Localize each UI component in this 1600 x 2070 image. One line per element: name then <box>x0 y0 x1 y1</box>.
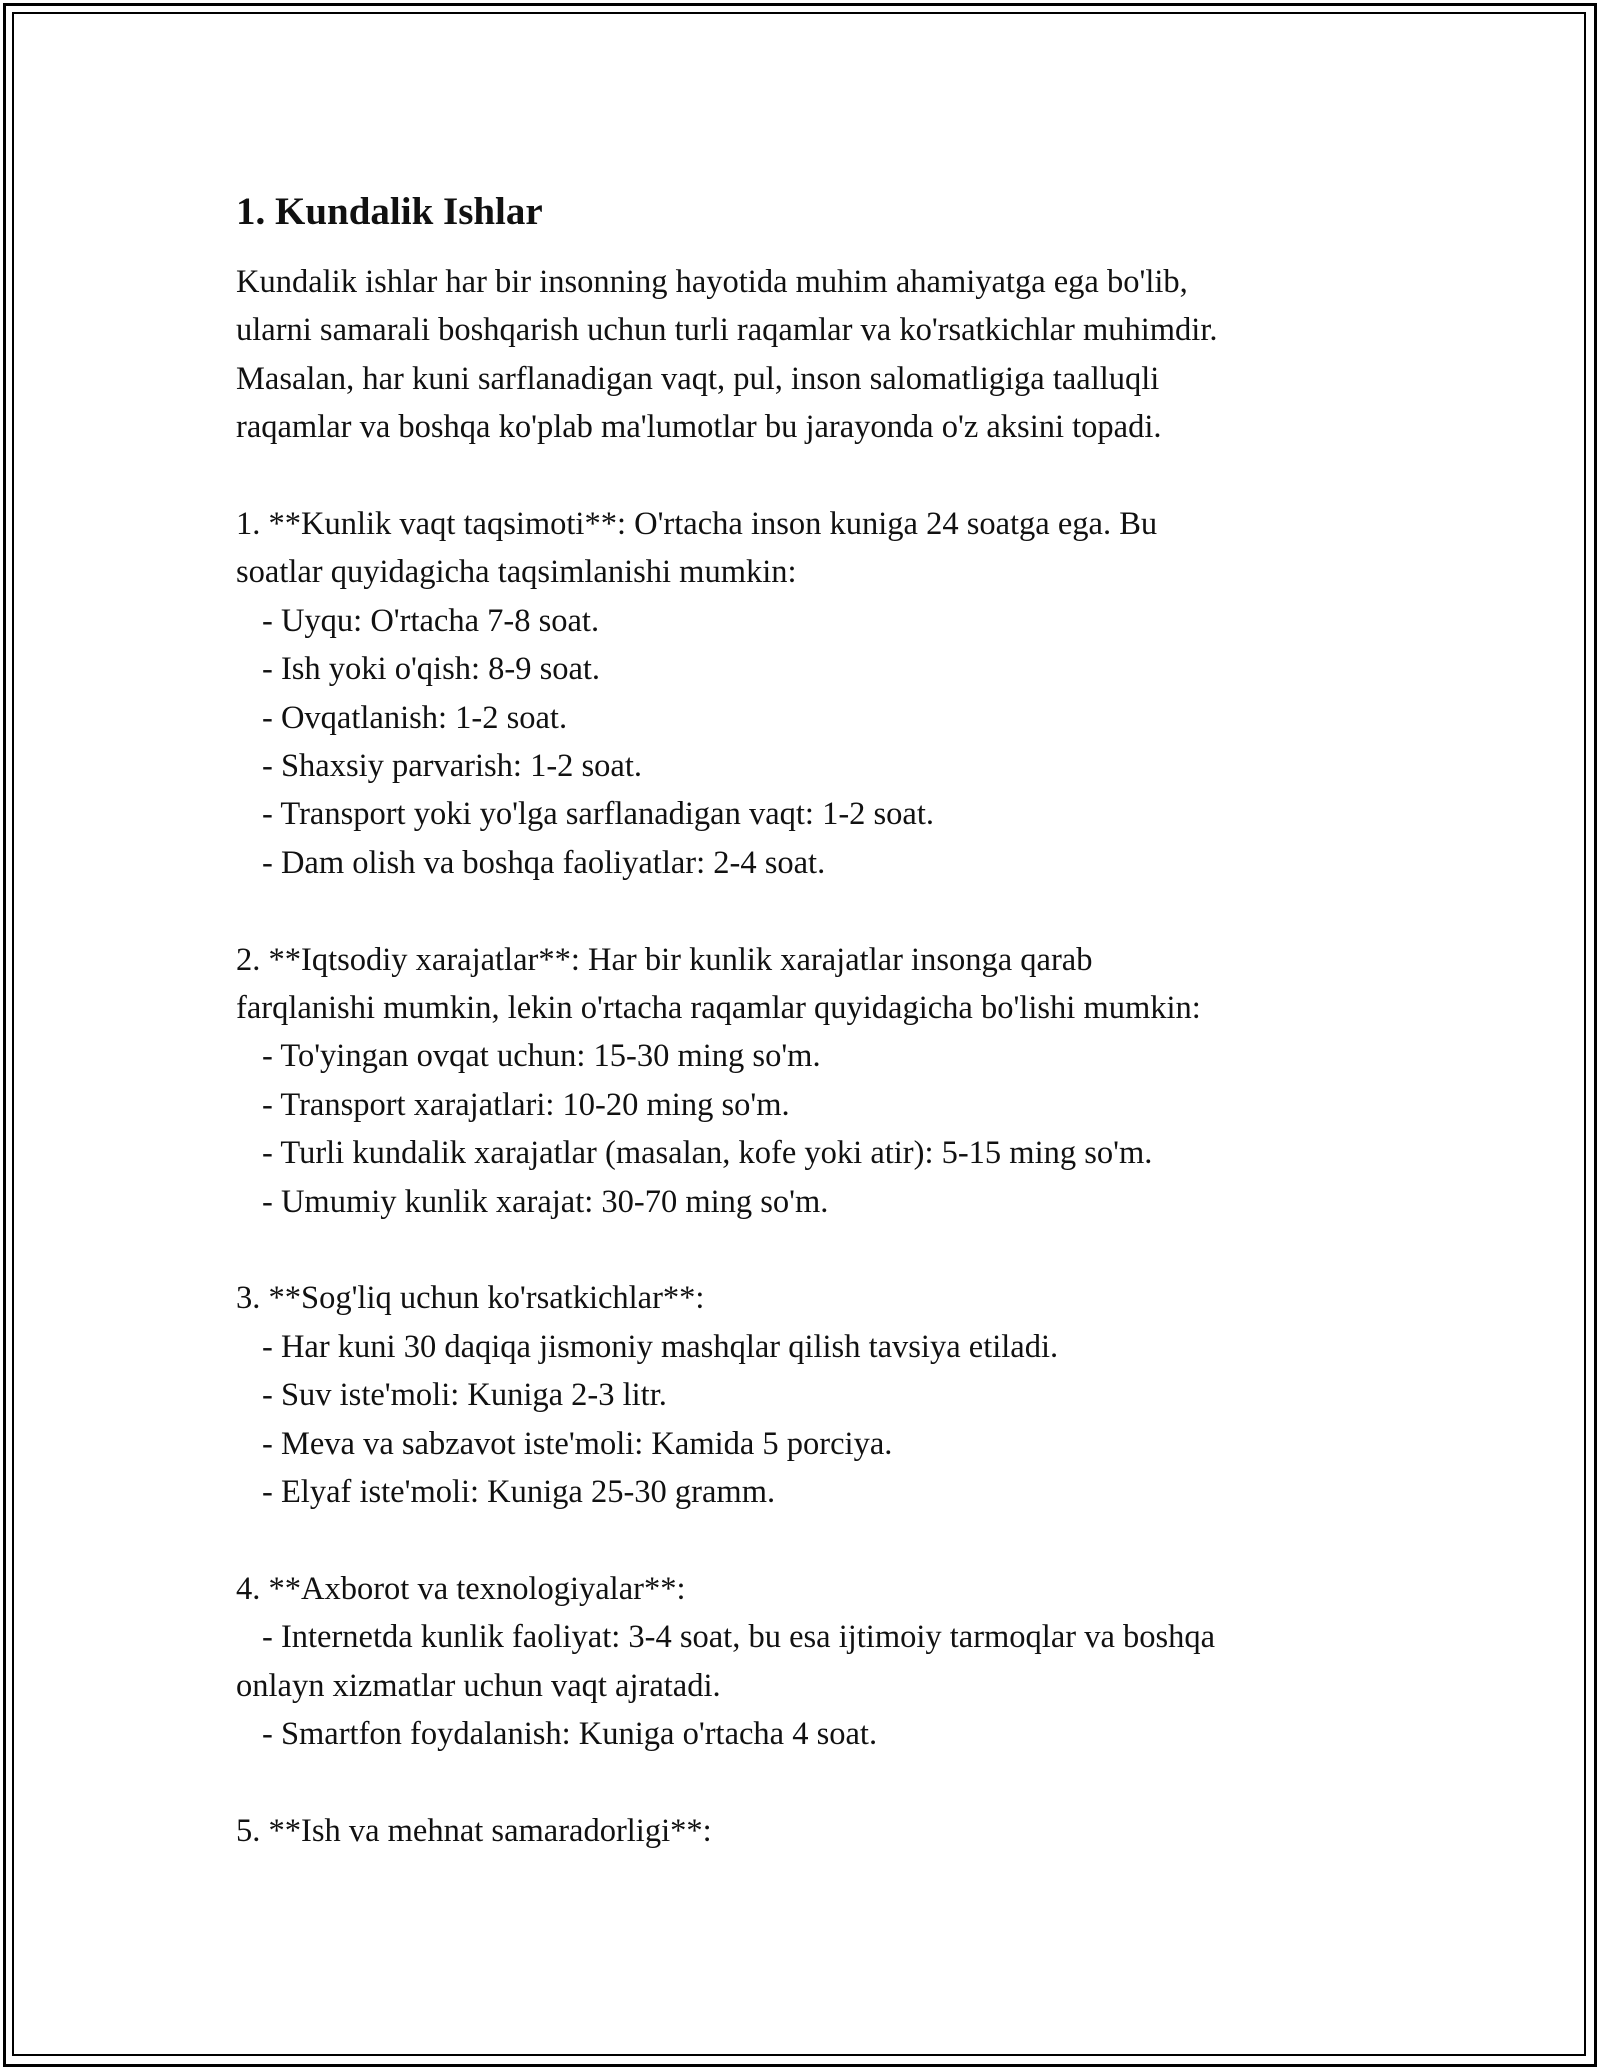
list-item: - Smartfon foydalanish: Kuniga o'rtacha 4 soat. <box>262 1716 878 1753</box>
spacer <box>236 1226 1416 1274</box>
intro-line: Kundalik ishlar har bir insonning hayotida muhim ahamiyatga ega bo'lib, <box>236 264 1188 300</box>
list-item: - Elyaf iste'moli: Kuniga 25-30 gramm. <box>262 1474 776 1511</box>
section-heading: farqlanishi mumkin, lekin o'rtacha raqamlar quyidagicha bo'lishi mumkin: <box>236 990 1201 1027</box>
list-item: - Internetda kunlik faoliyat: 3-4 soat, bu esa ijtimoiy tarmoqlar va boshqa <box>262 1619 1216 1656</box>
intro-paragraph <box>236 258 1416 452</box>
spacer <box>236 1517 1416 1565</box>
intro-line: ularni samarali boshqarish uchun turli raqamlar va ko'rsatkichlar muhimdir. <box>236 312 1218 349</box>
list-item: - Transport yoki yo'lga sarflanadigan vaqt: 1-2 soat. <box>262 796 934 833</box>
list-item: - Dam olish va boshqa faoliyatlar: 2-4 soat. <box>262 844 826 881</box>
document-body <box>236 186 1416 1855</box>
section-productivity <box>236 1807 1416 1855</box>
list-item: - Turli kundalik xarajatlar (masalan, kofe yoki atir): 5-15 ming so'm. <box>262 1135 1153 1172</box>
list-item: - Ovqatlanish: 1-2 soat. <box>262 699 568 736</box>
list-item: - Transport xarajatlari: 10-20 ming so'm. <box>262 1086 790 1123</box>
section-heading: 4. **Axborot va texnologiyalar**: <box>236 1570 686 1607</box>
spacer <box>236 452 1416 500</box>
list-item: - Umumiy kunlik xarajat: 30-70 ming so'm. <box>262 1183 829 1220</box>
list-item: - Har kuni 30 daqiqa jismoniy mashqlar qilish tavsiya etiladi. <box>262 1328 1059 1365</box>
section-heading: 1. **Kunlik vaqt taqsimoti**: O'rtacha inson kuniga 24 soatga ega. Bu <box>236 506 1158 543</box>
intro-line: raqamlar va boshqa ko'plab ma'lumotlar bu jarayonda o'z aksini topadi. <box>236 409 1162 446</box>
section-health <box>236 1274 1416 1516</box>
section-time-distribution <box>236 500 1416 887</box>
list-item: - Ish yoki o'qish: 8-9 soat. <box>262 651 601 688</box>
list-item-continuation: onlayn xizmatlar uchun vaqt ajratadi. <box>236 1667 721 1704</box>
list-item: - To'yingan ovqat uchun: 15-30 ming so'm. <box>262 1038 821 1075</box>
list-item: - Shaxsiy parvarish: 1-2 soat. <box>262 748 643 785</box>
section-technology <box>236 1565 1416 1759</box>
intro-line: Masalan, har kuni sarflanadigan vaqt, pul, inson salomatligiga taalluqli <box>236 360 1160 397</box>
section-heading: 3. **Sog'liq uchun ko'rsatkichlar**: <box>236 1280 705 1317</box>
list-item: - Suv iste'moli: Kuniga 2-3 litr. <box>262 1377 667 1414</box>
list-item: - Uyqu: O'rtacha 7-8 soat. <box>262 602 600 639</box>
section-heading: 2. **Iqtsodiy xarajatlar**: Har bir kunlik xarajatlar insonga qarab <box>236 941 1093 978</box>
spacer <box>236 887 1416 935</box>
section-heading: soatlar quyidagicha taqsimlanishi mumkin: <box>236 554 797 591</box>
section-heading: 5. **Ish va mehnat samaradorligi**: <box>236 1812 712 1849</box>
section-title: 1. Kundalik Ishlar <box>236 190 543 233</box>
spacer <box>236 1759 1416 1807</box>
section-expenses <box>236 936 1416 1226</box>
list-item: - Meva va sabzavot iste'moli: Kamida 5 porciya. <box>262 1425 893 1462</box>
